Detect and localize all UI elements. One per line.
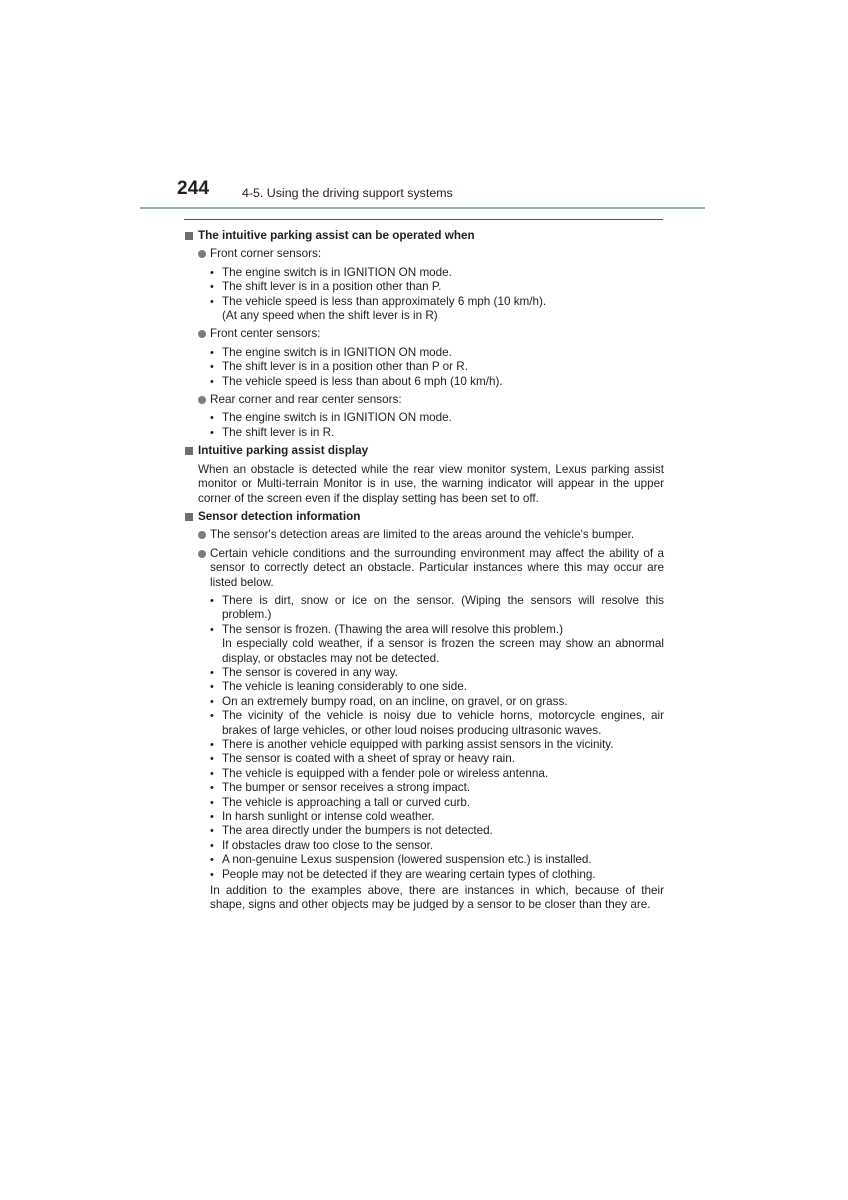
list-item-continuation: (At any speed when the shift lever is in R) (222, 309, 438, 323)
bullet-icon: • (210, 346, 214, 359)
circle-bullet-icon (198, 531, 206, 539)
bullet-icon: • (210, 412, 214, 425)
bullet-icon: • (210, 266, 214, 279)
bullet-icon: • (210, 426, 214, 439)
circle-bullet-icon (198, 330, 206, 338)
section-heading-display: Intuitive parking assist display (184, 444, 664, 458)
header-rule (140, 207, 705, 209)
bullet-icon: • (210, 796, 214, 809)
bullet-icon: • (210, 710, 214, 723)
bullet-icon: • (210, 623, 214, 636)
list-item: • The vehicle speed is less than about 6 mph (10 km/h). (210, 374, 503, 388)
bullet-icon: • (210, 295, 214, 308)
list-item: • The vehicle is leaning considerably to one side. (210, 680, 467, 694)
bullet-icon: • (210, 695, 214, 708)
detection-point-area: The sensor's detection areas are limited to the areas around the vehicle's bumper. (184, 528, 664, 542)
bullet-icon: • (210, 681, 214, 694)
bullet-icon: • (210, 825, 214, 838)
rear-conditions (184, 411, 664, 440)
rear-sensors: Rear corner and rear center sensors: (184, 393, 664, 407)
square-marker-icon (185, 447, 193, 455)
list-item: • The sensor is covered in any way. (210, 665, 398, 679)
list-item: • The engine switch is in IGNITION ON mode. (210, 411, 452, 425)
front-corner-sensors: Front corner sensors: (184, 247, 664, 261)
bullet-icon: • (210, 281, 214, 294)
bullet-icon: • (210, 767, 214, 780)
list-item: • In harsh sunlight or intense cold weather. (210, 810, 435, 824)
bullet-icon: • (210, 782, 214, 795)
detection-conditions-list (184, 594, 664, 882)
list-item: • The shift lever is in R. (210, 425, 335, 439)
closing-paragraph: In addition to the examples above, there are instances in which, because of their shape, signs and other objects may be judged by a sensor to be closer than they are. (210, 884, 664, 912)
list-item: • The engine switch is in IGNITION ON mode. (210, 265, 452, 279)
list-item: • The vehicle is approaching a tall or curved curb. (210, 795, 471, 809)
bullet-icon: • (210, 594, 214, 607)
detection-point-conditions: Certain vehicle conditions and the surrounding environment may affect the ability of a sensor to correctly detect an obstacle. Particular instances where this may occur are listed below. (184, 547, 664, 590)
list-item: • A non-genuine Lexus suspension (lowered suspension etc.) is installed. (210, 853, 592, 867)
circle-bullet-icon (198, 396, 206, 404)
list-item: • If obstacles draw too close to the sensor. (210, 838, 434, 852)
bullet-icon: • (210, 839, 214, 852)
list-item: • The vehicle speed is less than approximately 6 mph (10 km/h). (210, 294, 547, 308)
list-item: • The engine switch is in IGNITION ON mode. (210, 345, 452, 359)
bullet-icon: • (210, 739, 214, 751)
chapter-title: 4-5. Using the driving support systems (242, 186, 453, 200)
list-item: • There is another vehicle equipped with parking assist sensors in the vicinity. (210, 738, 614, 751)
bullet-icon: • (210, 868, 214, 881)
bullet-icon: • (210, 753, 214, 766)
display-paragraph: When an obstacle is detected while the rear view monitor system, Lexus parking assist monitor or Multi-terrain Monitor is in use, the warning indicator will appear in the upper corner of the screen even if the display setting has been set to off. (198, 462, 664, 505)
list-item: • The shift lever is in a position other than P or R. (210, 360, 468, 374)
page-content (184, 227, 664, 913)
list-item: • The bumper or sensor receives a strong impact. (210, 781, 471, 795)
list-item: • There is dirt, snow or ice on the sensor. (Wiping the sensors will resolve this problem.) (210, 593, 664, 622)
circle-bullet-icon (198, 550, 206, 558)
list-item: • The sensor is frozen. (Thawing the area will resolve this problem.) (210, 622, 564, 636)
list-item: • The area directly under the bumpers is not detected. (210, 824, 493, 838)
list-item: • The shift lever is in a position other than P. (210, 280, 442, 294)
list-item: • The vicinity of the vehicle is noisy due to vehicle horns, motorcycle engines, air brakes of large vehicles, or other loud noises producing ultrasonic waves. (210, 709, 664, 737)
bullet-icon: • (210, 375, 214, 388)
list-item: • The sensor is coated with a sheet of spray or heavy rain. (210, 752, 515, 766)
circle-bullet-icon (198, 250, 206, 258)
square-marker-icon (185, 513, 193, 521)
bullet-icon: • (210, 361, 214, 374)
bullet-icon: • (210, 666, 214, 679)
list-item: • People may not be detected if they are wearing certain types of clothing. (210, 867, 596, 881)
list-item: • The vehicle is equipped with a fender pole or wireless antenna. (210, 766, 549, 780)
front-corner-conditions (184, 266, 664, 324)
page-number: 244 (177, 178, 210, 199)
bullet-icon: • (210, 854, 214, 867)
section-heading-operation: The intuitive parking assist can be operated when (184, 229, 664, 243)
section-heading-detection: Sensor detection information (184, 510, 664, 524)
bullet-icon: • (210, 811, 214, 824)
front-center-conditions (184, 346, 664, 389)
square-marker-icon (185, 232, 193, 240)
content-rule (184, 219, 663, 220)
list-item-continuation: In especially cold weather, if a sensor is frozen the screen may show an abnormal display, or obstacles may not be detected. (222, 637, 664, 665)
list-item: • On an extremely bumpy road, on an incline, on gravel, or on grass. (210, 694, 568, 708)
front-center-sensors: Front center sensors: (184, 327, 664, 341)
